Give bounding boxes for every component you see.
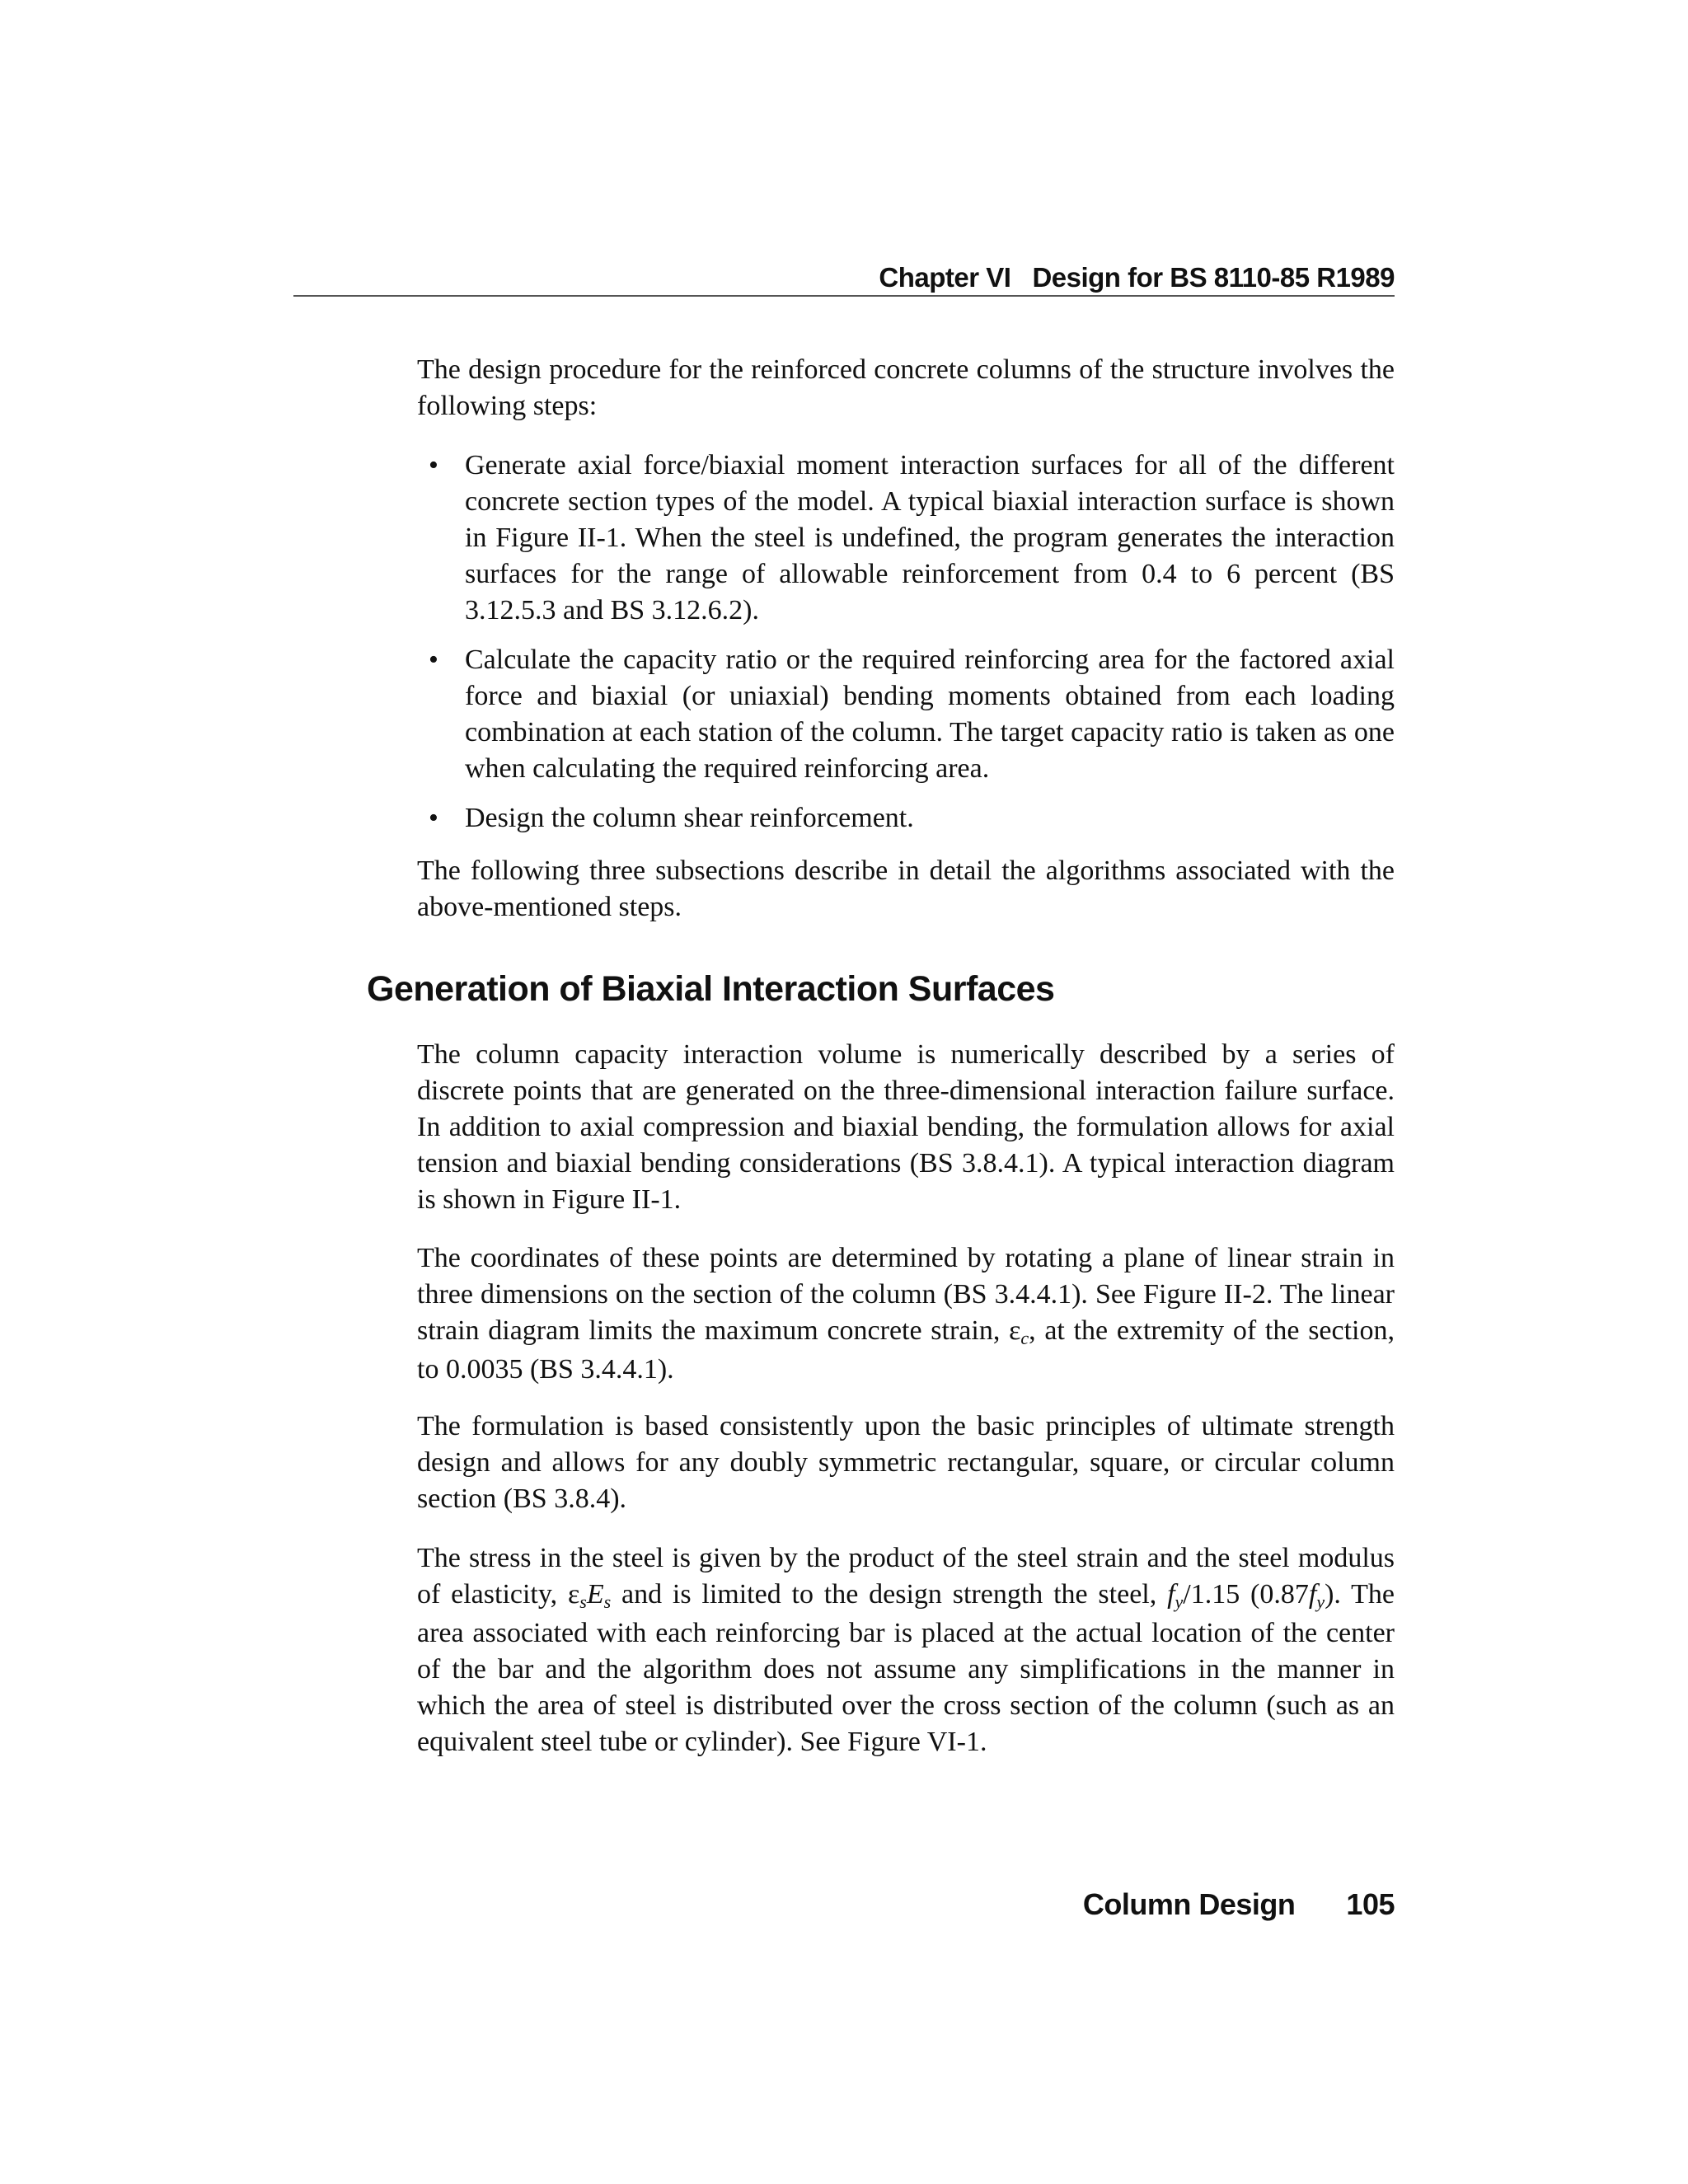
section-heading: Generation of Biaxial Interaction Surfaces xyxy=(367,969,1055,1009)
header-title: Design for BS 8110-85 R1989 xyxy=(1032,262,1395,293)
strain-paragraph: The coordinates of these points are determined by rotating a plane of linear strain in three dimensions on the section of the column (BS 3.4.4.1). See Figure II-2. The linear strain diagram limits the maximum concrete strain, εc, at the extremity of the section, to 0.0035 (BS 3.4.4.1). xyxy=(417,1243,1395,1385)
list-item: • Calculate the capacity ratio or the required reinforcing area for the factored axial force and biaxial (or uniaxial) bending moments obtained from each loading combination at each station of the column. The target capacity ratio is taken as one when calculating the required reinforcing area. xyxy=(417,642,1395,787)
formulation-paragraph: The formulation is based consistently upon the basic principles of ultimate strength design and allows for any doubly symmetric rectangular, square, or circular column section (BS 3.8.4). xyxy=(417,1411,1395,1514)
interaction-volume-paragraph: The column capacity interaction volume is numerically described by a series of discrete points that are generated on the three-dimensional interaction failure surface. In addition to axial compression and biaxial bending, the formulation allows for axial tension and biaxial bending considerations (BS 3.8.4.1). A typical interaction diagram is shown in Figure II-1. xyxy=(417,1039,1395,1215)
bullet-symbol: • xyxy=(429,450,438,480)
header-chapter: Chapter VI xyxy=(879,262,1011,293)
page-number: 105 xyxy=(1346,1887,1395,1921)
footer-section: Column Design xyxy=(1082,1887,1296,1921)
steps-list xyxy=(417,448,1395,850)
list-item: • Design the column shear reinforcement. xyxy=(417,800,1395,837)
subsections-paragraph: The following three subsections describe in detail the algorithms associated with the above-mentioned steps. xyxy=(417,855,1395,922)
running-footer xyxy=(1083,1887,1395,1922)
running-header xyxy=(293,262,1395,297)
bullet-symbol: • xyxy=(429,644,438,675)
steel-stress-paragraph: The stress in the steel is given by the product of the steel strain and the steel modulus of elasticity, εsEs and is limited to the design strength the steel, fy/1.15 (0.87fy). The area associated with each reinforcing bar is placed at the actual location of the center of the bar and the algorithm does not assume any simplifications in the manner in which the area of steel is distributed over the cross section of the column (such as an equivalent steel tube or cylinder). See Figure VI-1. xyxy=(417,1543,1395,1757)
list-item: • Generate axial force/biaxial moment interaction surfaces for all of the different concrete section types of the model. A typical biaxial interaction surface is shown in Figure II-1. When the steel is undefined, the program generates the interaction surfaces for the range of allowable reinforcement from 0.4 to 6 percent (BS 3.12.5.3 and BS 3.12.6.2). xyxy=(417,448,1395,629)
epsilon-symbol: ε xyxy=(1009,1315,1021,1346)
intro-paragraph: The design procedure for the reinforced concrete columns of the structure involves the following steps: xyxy=(417,354,1395,421)
bullet-symbol: • xyxy=(429,803,438,833)
epsilon-symbol: ε xyxy=(567,1579,580,1610)
